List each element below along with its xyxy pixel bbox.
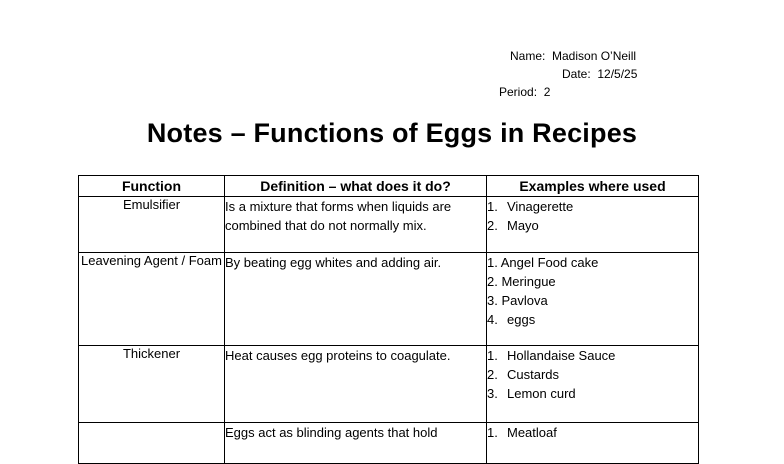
examples-cell	[487, 423, 699, 464]
table-row	[79, 253, 699, 346]
example-number: 3.	[487, 386, 498, 401]
date-label: Date:	[562, 67, 591, 81]
function-cell: Thickener	[79, 346, 225, 423]
example-text: Mayo	[507, 218, 539, 233]
definition-cell: By beating egg whites and adding air.	[225, 253, 487, 346]
example-item	[487, 216, 698, 235]
example-item	[487, 272, 698, 291]
example-item	[487, 346, 698, 365]
table-row	[79, 197, 699, 253]
example-text: Vinagerette	[507, 199, 574, 214]
period-line	[499, 83, 550, 102]
example-number: 3.	[487, 293, 498, 308]
example-number: 4.	[487, 312, 498, 327]
table-row	[79, 423, 699, 464]
definition-cell: Eggs act as blinding agents that hold	[225, 423, 487, 464]
definition-cell: Heat causes egg proteins to coagulate.	[225, 346, 487, 423]
example-number: 1.	[487, 348, 498, 363]
functions-table	[78, 175, 699, 464]
example-number: 1.	[487, 199, 498, 214]
name-value: Madison O’Neill	[552, 49, 637, 63]
example-item	[487, 365, 698, 384]
column-header-function: Function	[79, 176, 225, 197]
example-number: 1.	[487, 255, 498, 270]
table-header-row	[79, 176, 699, 197]
function-cell: Leavening Agent / Foam	[79, 253, 225, 346]
name-line	[510, 47, 636, 66]
page-title: Notes – Functions of Eggs in Recipes	[146, 118, 638, 148]
function-cell: Emulsifier	[79, 197, 225, 253]
example-text: Meatloaf	[507, 425, 557, 440]
example-text: Lemon curd	[507, 386, 576, 401]
period-label: Period:	[499, 85, 538, 99]
name-label: Name:	[510, 49, 546, 63]
date-value: 12/5/25	[597, 67, 638, 81]
column-header-examples: Examples where used	[487, 176, 699, 197]
examples-cell	[487, 346, 699, 423]
example-item	[487, 253, 698, 272]
example-text: Custards	[507, 367, 560, 382]
example-text: Hollandaise Sauce	[507, 348, 616, 363]
example-text: Angel Food cake	[500, 255, 599, 270]
example-number: 2.	[487, 367, 498, 382]
table-row	[79, 346, 699, 423]
example-item	[487, 291, 698, 310]
column-header-definition: Definition – what does it do?	[225, 176, 487, 197]
examples-cell	[487, 197, 699, 253]
function-cell	[79, 423, 225, 464]
date-line	[562, 65, 637, 84]
example-item	[487, 423, 698, 442]
example-item	[487, 310, 698, 329]
example-item	[487, 384, 698, 403]
example-text: eggs	[507, 312, 536, 327]
example-number: 2.	[487, 274, 498, 289]
example-text: Meringue	[501, 274, 556, 289]
definition-cell: Is a mixture that forms when liquids are combined that do not normally mix.	[225, 197, 487, 253]
example-text: Pavlova	[501, 293, 548, 308]
examples-cell	[487, 253, 699, 346]
period-value: 2	[543, 85, 551, 99]
example-number: 2.	[487, 218, 498, 233]
example-item	[487, 197, 698, 216]
example-number: 1.	[487, 425, 498, 440]
